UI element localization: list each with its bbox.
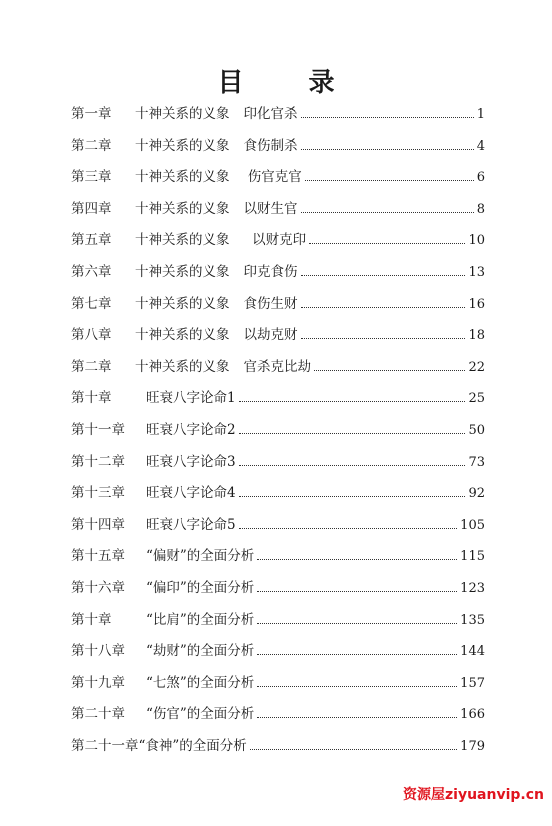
dot-leader [314,370,465,371]
toc-page-number: 1 [476,107,485,122]
dot-leader [250,749,457,750]
toc-subtopic: 以财生官 [243,200,298,217]
dot-leader [305,180,474,181]
toc-page-number: 115 [460,549,485,565]
toc-topic: “食神”的全面分析 [138,738,247,754]
toc-topic: 十神关系的义象 [135,358,230,375]
toc-chapter: 第十八章 [71,643,125,660]
toc-entry [71,325,485,343]
dot-leader [301,338,466,339]
toc-topic: 旺衰八字论命 [146,453,227,470]
toc-topic: 十神关系的义象 [135,200,230,217]
toc-chapter: 第十章 [71,611,112,628]
toc-chapter: 第四章 [71,200,112,217]
toc-entry [71,578,485,596]
toc-entry [71,136,485,154]
toc-page-number: 144 [460,644,485,660]
toc-entry [71,641,485,659]
toc-topic: 十神关系的义象 [135,327,230,344]
toc-chapter: 第七章 [71,295,112,312]
dot-leader [239,433,466,434]
dot-leader [257,654,457,655]
toc-entry [71,199,485,217]
dot-leader [257,559,457,560]
toc-page-number: 16 [468,296,485,312]
toc-chapter: 第十六章 [71,580,125,596]
toc-topic: 旺衰八字论命 [146,422,227,438]
toc-subtopic: 官杀克比劫 [243,358,311,375]
toc-chapter: 第二十一章 [71,738,139,754]
toc-page-number: 179 [460,739,485,754]
toc-entry [71,673,485,691]
toc-page-number: 25 [468,391,485,407]
toc-topic: 十神关系的义象 [135,169,230,186]
toc-entry [71,294,485,312]
toc-page-number: 105 [460,517,485,533]
toc-page-number: 92 [468,486,485,502]
toc-topic: “伤官”的全面分析 [146,706,255,723]
toc-chapter: 第十章 [71,390,112,407]
toc-entry [71,515,485,533]
toc-topic: 十神关系的义象 [135,137,230,154]
toc-topic: 十神关系的义象 [135,264,230,280]
toc-subtopic: 4 [227,485,236,502]
toc-page-number: 123 [460,581,485,596]
toc-chapter: 第二十章 [71,706,125,723]
toc-topic: “偏财”的全面分析 [146,548,255,565]
toc-chapter: 第十一章 [71,422,125,438]
toc-subtopic: 2 [227,422,236,438]
toc-subtopic: 印克食伤 [243,264,298,280]
toc-page-number: 135 [460,612,485,628]
toc-entry [71,230,485,248]
toc-page-number: 10 [468,233,485,249]
toc-page-number: 4 [476,138,485,154]
dot-leader [301,212,474,213]
toc-chapter: 第三章 [71,169,112,186]
dot-leader [257,623,457,624]
dot-leader [257,686,457,687]
toc-entry [71,357,485,375]
toc-chapter: 第十四章 [71,516,125,533]
toc-subtopic: 食伤制杀 [243,137,298,154]
dot-leader [301,117,474,118]
toc-topic: 旺衰八字论命 [146,516,227,533]
dot-leader [301,149,474,150]
toc-entry [71,420,485,438]
toc-chapter: 第十二章 [71,453,125,470]
toc-topic: “偏印”的全面分析 [146,580,255,596]
site-watermark: 资源屋ziyuanvip.cn [403,787,544,803]
toc-page-number: 73 [468,454,485,470]
toc-chapter: 第十五章 [71,548,125,565]
toc-page-number: 166 [460,707,485,723]
toc-chapter: 第一章 [71,106,112,122]
toc-entry [71,610,485,628]
dot-leader [239,401,466,402]
toc-entry [71,167,485,185]
toc-chapter: 第十三章 [71,485,125,502]
toc-page-number: 13 [468,265,485,280]
toc-chapter: 第二章 [71,358,112,375]
toc-entry [71,452,485,470]
dot-leader [239,528,458,529]
toc-chapter: 第五章 [71,232,112,249]
toc-entry [71,262,485,280]
dot-leader [257,591,457,592]
toc-chapter: 第八章 [71,327,112,344]
toc-subtopic: 伤官克官 [243,169,302,186]
toc-page-number: 18 [468,328,485,344]
toc-topic: 旺衰八字论命 [146,485,227,502]
toc-subtopic: 以劫克财 [243,327,298,344]
toc-page-number: 8 [476,201,485,217]
dot-leader [301,307,466,308]
toc-topic: 十神关系的义象 [135,106,230,122]
toc-subtopic: 5 [227,516,236,533]
toc-page-number: 157 [460,675,485,691]
page-title: 目 录 [217,68,363,98]
toc-subtopic: 食伤生财 [243,295,298,312]
toc-page-number: 50 [468,423,485,438]
toc-entry [71,388,485,406]
dot-leader [301,275,466,276]
dot-leader [239,496,466,497]
toc-page-number: 22 [468,359,485,375]
dot-leader [239,465,466,466]
toc-entry [71,483,485,501]
toc-chapter: 第十九章 [71,674,125,691]
toc-chapter: 第六章 [71,264,112,280]
toc-subtopic: 3 [227,453,236,470]
toc-entry [71,736,485,754]
toc-topic: 十神关系的义象 [135,295,230,312]
toc-topic: 旺衰八字论命 [146,390,227,407]
dot-leader [257,717,457,718]
toc-subtopic: 印化官杀 [243,106,298,122]
toc-entry [71,704,485,722]
toc-topic: “比肩”的全面分析 [146,611,255,628]
toc-subtopic: 以财克印 [243,232,307,249]
toc-subtopic: 1 [227,390,236,407]
dot-leader [309,243,465,244]
toc-entry [71,104,485,122]
toc-topic: 十神关系的义象 [135,232,230,249]
toc-page-number: 6 [476,170,485,186]
toc-chapter: 第二章 [71,137,112,154]
toc-topic: “七煞”的全面分析 [146,674,255,691]
toc-topic: “劫财”的全面分析 [146,643,255,660]
toc-entry [71,546,485,564]
